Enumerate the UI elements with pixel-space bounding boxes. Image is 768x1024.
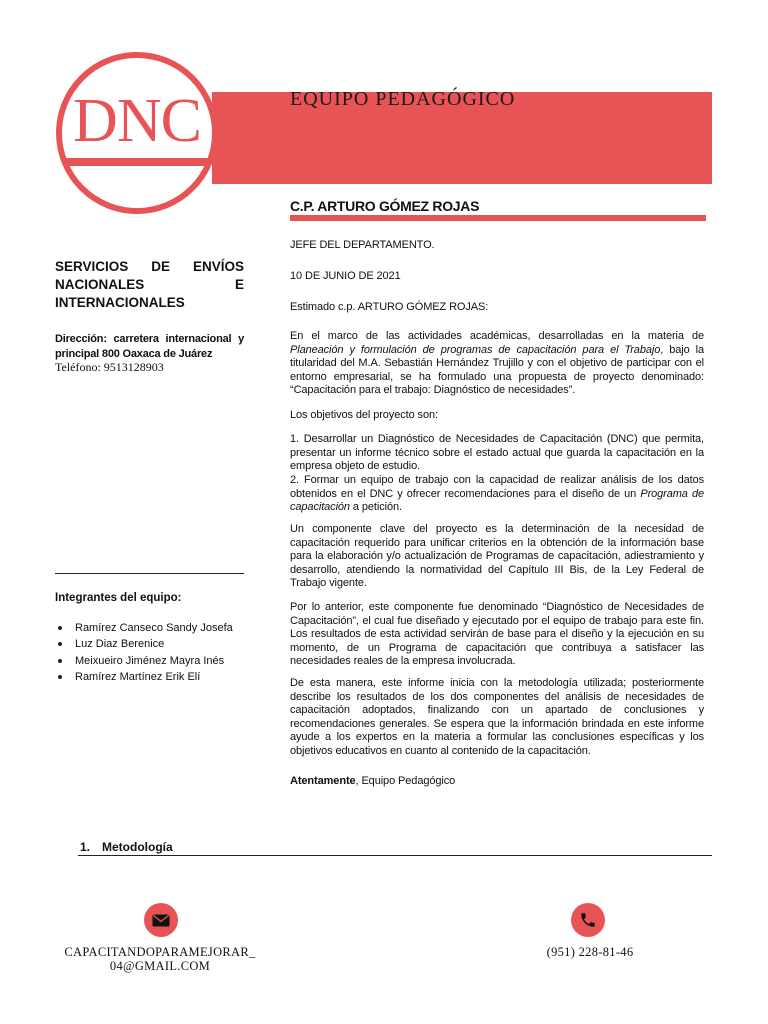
left-divider: [55, 573, 244, 574]
letter-greeting: Estimado c.p. ARTURO GÓMEZ ROJAS:: [290, 301, 489, 313]
recipient-name: C.P. ARTURO GÓMEZ ROJAS: [290, 198, 480, 214]
program-name: Programa de capacitación: [290, 487, 704, 514]
company-word: NACIONALES: [55, 277, 145, 292]
list-item: Luz Diaz Berenice: [55, 636, 275, 652]
paragraph-report: De esta manera, este informe inicia con la metodología utilizada; posteriormente describe los resultados de los dos componentes del análisis de necesidades de capacitación adoptados, finalizando con un apartado de conclusiones y recomendaciones generales. Se espera que la información brindada en este informe ayude a los expertos en la materia a formular las conclusiones específicas y los objetivos educativos en cuanto al contenido de la capacitación.: [290, 677, 704, 757]
letter-date: 10 DE JUNIO DE 2021: [290, 270, 401, 282]
phone-icon: [571, 903, 605, 937]
logo-text: DNC: [73, 87, 201, 155]
recipient-underline: [290, 215, 706, 221]
paragraph-text: En el marco de las actividades académicas, desarrolladas en la materia de: [290, 330, 704, 342]
email-line: 04@GMAIL.COM: [109, 959, 211, 973]
section-heading: [80, 840, 173, 854]
company-word: SERVICIOS: [55, 259, 129, 274]
closing-text: , Equipo Pedagógico: [355, 775, 456, 787]
paragraph-text: 2. Formar un equipo de trabajo con la capacidad de realizar análisis de los datos obtenidos en el DNC y ofrecer recomendaciones para el diseño de un: [290, 474, 704, 500]
list-item: Ramírez Martínez Erik Elí: [55, 669, 275, 685]
list-item: Ramírez Canseco Sandy Josefa: [55, 620, 275, 636]
team-list: [55, 620, 275, 685]
paragraph-text: , bajo la titularidad del M.A. Sebastián Hernández Trujillo y con el objetivo de participar con el entorno empresarial, se ha formulado una propuesta de proyecto denominado: “Capacitación para el trabajo: Diagnóstico de necesidades”.: [290, 343, 704, 397]
footer-email[interactable]: [50, 945, 270, 973]
dnc-logo: [56, 52, 218, 214]
paragraph-dnc: Por lo anterior, este componente fue denominado “Diagnóstico de Necesidades de Capacitación”, el cual fue diseñado y ejecutado por el equipo de trabajo para este fin. Los resultados de esta actividad servirán de base para el diseño y la ejecución en su momento, de un Programa de capacitación que contribuya a satisfacer las necesidades reales de la empresa involucrada.: [290, 601, 704, 668]
logo-underline: [66, 158, 208, 166]
header-title: [290, 84, 690, 98]
paragraph-text: a petición.: [349, 501, 402, 514]
company-phone: Teléfono: 9513128903: [55, 360, 164, 374]
recipient-position: JEFE DEL DEPARTAMENTO.: [290, 239, 435, 251]
company-address: Dirección: carretera internacional y principal 800 Oaxaca de Juárez: [55, 333, 244, 360]
company-word: E: [234, 277, 244, 292]
section-number: 1.: [80, 840, 91, 854]
list-item: Meixueiro Jiménez Mayra Inés: [55, 653, 275, 669]
objective-2: [290, 474, 704, 515]
objectives-intro: Los objetivos del proyecto son:: [290, 409, 438, 421]
email-line: CAPACITANDOPARAMEJORAR_: [64, 945, 256, 959]
team-title: Integrantes del equipo:: [55, 592, 182, 604]
footer-phone[interactable]: (951) 228-81-46: [546, 945, 634, 959]
closing: [290, 775, 704, 789]
paragraph-intro: [290, 330, 704, 398]
paragraph-component: Un componente clave del proyecto es la determinación de la necesidad de capacitación requerido para unificar criterios en la obtención de la información base para la elaboración y/o actualización de Programas de capacitación, adiestramiento y desarrollo, atendiendo la normatividad del Capítulo III Bis, de la Ley Federal de Trabajo vigente.: [290, 523, 704, 590]
company-name: [55, 258, 244, 312]
company-word: ENVÍOS: [192, 259, 244, 274]
section-title: Metodología: [102, 840, 173, 854]
envelope-icon: [144, 903, 178, 937]
course-name: Planeación y formulación de programas de capacitación para el Trabajo: [290, 343, 661, 356]
objective-1: 1. Desarrollar un Diagnóstico de Necesidades de Capacitación (DNC) que permita, presentar un informe técnico sobre el estado actual que guarda la capacitación en la empresa objeto de estudio.: [290, 433, 704, 473]
closing-bold: Atentamente: [290, 775, 356, 787]
company-word: DE: [151, 259, 171, 274]
company-word: INTERNACIONALES: [55, 295, 185, 310]
section-underline: [78, 855, 712, 856]
